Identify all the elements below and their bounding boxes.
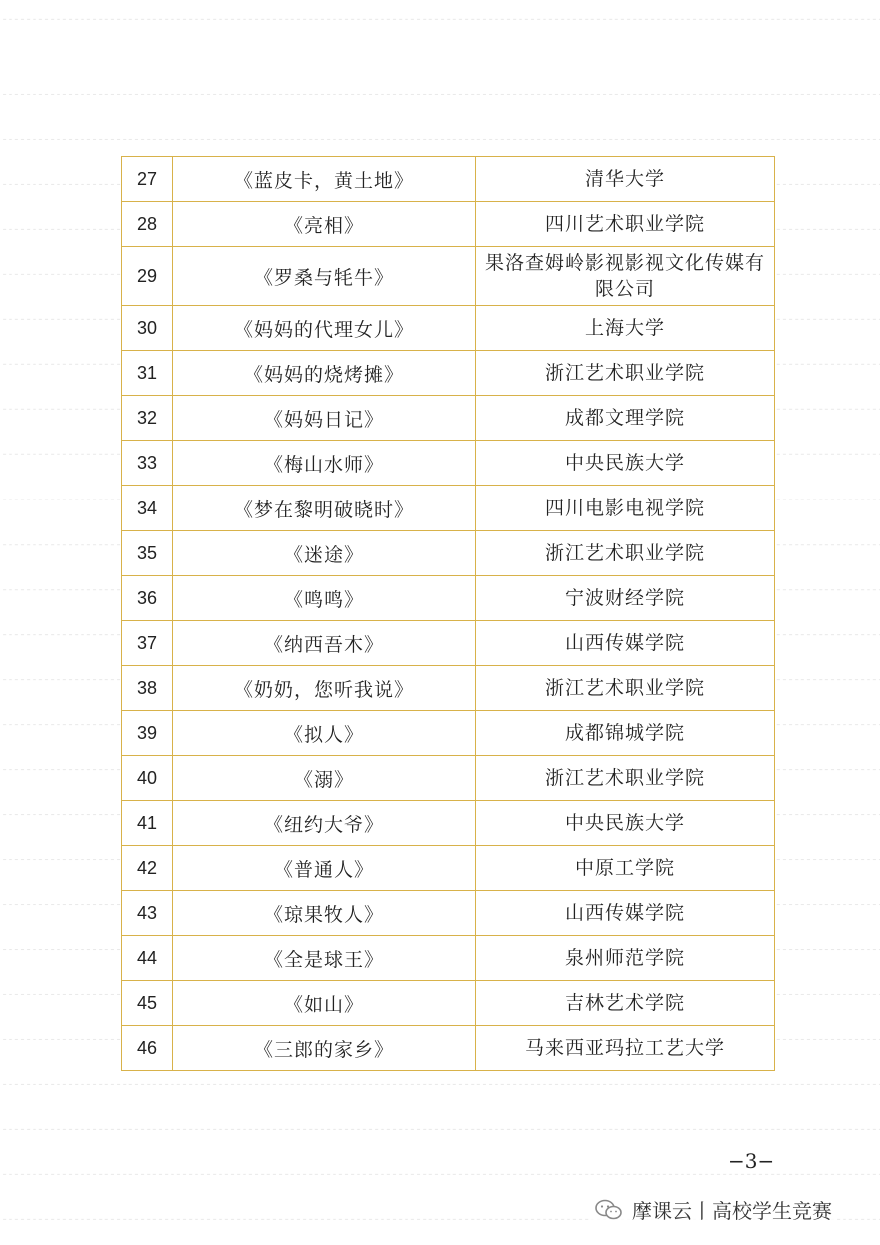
watermark	[590, 1193, 836, 1226]
table-row	[122, 711, 775, 756]
school-name: 浙江艺术职业学院	[476, 666, 775, 711]
row-number: 31	[122, 351, 173, 396]
school-name: 中央民族大学	[476, 801, 775, 846]
work-title: 《鸣鸣》	[173, 576, 476, 621]
table-row	[122, 621, 775, 666]
work-title: 《奶奶，您听我说》	[173, 666, 476, 711]
table-row	[122, 157, 775, 202]
row-number: 35	[122, 531, 173, 576]
table-row	[122, 441, 775, 486]
school-name: 中原工学院	[476, 846, 775, 891]
row-number: 32	[122, 396, 173, 441]
table-row	[122, 247, 775, 306]
table-row	[122, 1026, 775, 1071]
table-row	[122, 756, 775, 801]
work-title: 《三郎的家乡》	[173, 1026, 476, 1071]
row-number: 39	[122, 711, 173, 756]
row-number: 29	[122, 247, 173, 306]
row-number: 36	[122, 576, 173, 621]
table-row	[122, 576, 775, 621]
table-row	[122, 801, 775, 846]
school-name: 成都锦城学院	[476, 711, 775, 756]
table-row	[122, 306, 775, 351]
work-title: 《全是球王》	[173, 936, 476, 981]
row-number: 45	[122, 981, 173, 1026]
work-title: 《妈妈日记》	[173, 396, 476, 441]
row-number: 30	[122, 306, 173, 351]
school-name: 上海大学	[476, 306, 775, 351]
school-name: 中央民族大学	[476, 441, 775, 486]
school-name: 成都文理学院	[476, 396, 775, 441]
row-number: 34	[122, 486, 173, 531]
school-name: 果洛查姆岭影视影视文化传媒有限公司	[476, 247, 775, 306]
table-row	[122, 891, 775, 936]
entries-table-body	[122, 157, 775, 1071]
row-number: 41	[122, 801, 173, 846]
row-number: 33	[122, 441, 173, 486]
table-row	[122, 202, 775, 247]
watermark-text: 摩课云丨高校学生竞赛	[632, 1199, 832, 1223]
entries-table	[121, 156, 775, 1071]
school-name: 四川电影电视学院	[476, 486, 775, 531]
work-title: 《妈妈的烧烤摊》	[173, 351, 476, 396]
work-title: 《迷途》	[173, 531, 476, 576]
work-title: 《纽约大爷》	[173, 801, 476, 846]
school-name: 泉州师范学院	[476, 936, 775, 981]
work-title: 《罗桑与牦牛》	[173, 247, 476, 306]
school-name: 马来西亚玛拉工艺大学	[476, 1026, 775, 1071]
work-title: 《拟人》	[173, 711, 476, 756]
table-row	[122, 351, 775, 396]
work-title: 《纳西吾木》	[173, 621, 476, 666]
table-row	[122, 531, 775, 576]
row-number: 38	[122, 666, 173, 711]
table-row	[122, 846, 775, 891]
row-number: 28	[122, 202, 173, 247]
table-row	[122, 666, 775, 711]
work-title: 《普通人》	[173, 846, 476, 891]
row-number: 46	[122, 1026, 173, 1071]
row-number: 42	[122, 846, 173, 891]
school-name: 清华大学	[476, 157, 775, 202]
row-number: 43	[122, 891, 173, 936]
school-name: 宁波财经学院	[476, 576, 775, 621]
wechat-icon	[594, 1198, 624, 1222]
row-number: 27	[122, 157, 173, 202]
work-title: 《亮相》	[173, 202, 476, 247]
school-name: 浙江艺术职业学院	[476, 756, 775, 801]
school-name: 山西传媒学院	[476, 891, 775, 936]
table-row	[122, 936, 775, 981]
page-number: −3−	[728, 1149, 775, 1173]
school-name: 浙江艺术职业学院	[476, 351, 775, 396]
school-name: 山西传媒学院	[476, 621, 775, 666]
table-row	[122, 486, 775, 531]
school-name: 四川艺术职业学院	[476, 202, 775, 247]
school-name: 浙江艺术职业学院	[476, 531, 775, 576]
school-name: 吉林艺术学院	[476, 981, 775, 1026]
work-title: 《蓝皮卡，黄土地》	[173, 157, 476, 202]
row-number: 40	[122, 756, 173, 801]
work-title: 《梅山水师》	[173, 441, 476, 486]
table-row	[122, 981, 775, 1026]
work-title: 《琼果牧人》	[173, 891, 476, 936]
work-title: 《妈妈的代理女儿》	[173, 306, 476, 351]
table-row	[122, 396, 775, 441]
work-title: 《溺》	[173, 756, 476, 801]
row-number: 44	[122, 936, 173, 981]
work-title: 《如山》	[173, 981, 476, 1026]
work-title: 《梦在黎明破晓时》	[173, 486, 476, 531]
row-number: 37	[122, 621, 173, 666]
